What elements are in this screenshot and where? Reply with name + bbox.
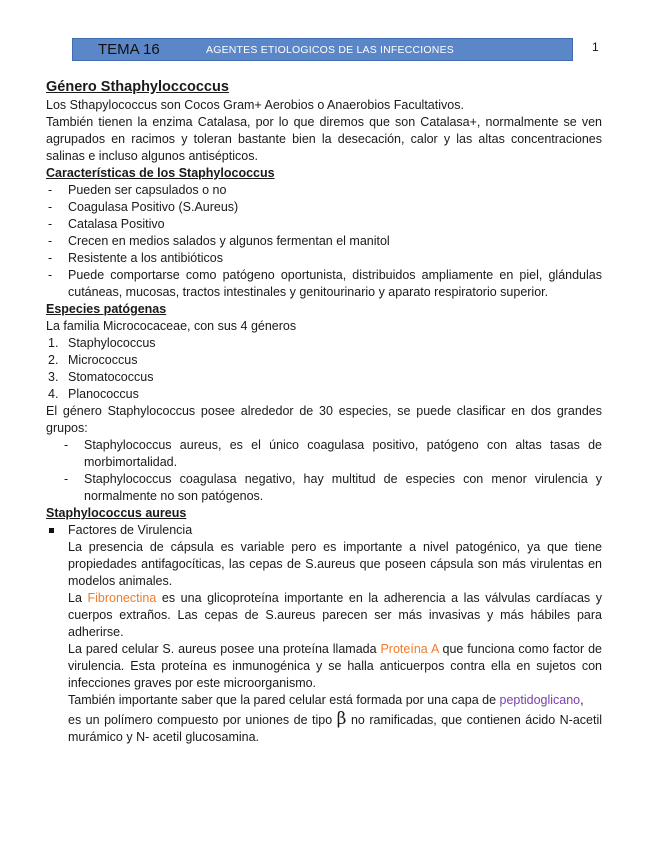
list-number: 2.: [48, 353, 59, 367]
bullet-factores: [46, 522, 602, 539]
list-item: [46, 335, 602, 352]
list-item: - Puede comportarse como patógeno oportunista, distribuidos ampliamente en piel, glándulas cutáneas, mucosas, tractos intestinales y genitourinario y aparato respiratorio superior.: [46, 267, 602, 301]
square-bullet-icon: [49, 528, 54, 533]
grupos-list: [46, 437, 602, 505]
text-run: También importante saber que la pared celular está formada por una capa de: [68, 693, 500, 707]
section-title-genero: Género Sthaphyloccoccus: [46, 79, 229, 95]
section-title-especies: Especies patógenas: [46, 302, 167, 316]
list-item: [46, 352, 602, 369]
generos-list: [46, 335, 602, 403]
list-item: - Resistente a los antibióticos: [46, 250, 602, 267]
factores-content: [46, 539, 602, 746]
list-item: - Crecen en medios salados y algunos fermentan el manitol: [46, 233, 602, 250]
beta-symbol: β: [336, 709, 347, 729]
list-item: - Staphylococcus coagulasa negativo, hay multitud de especies con menor virulencia y normalmente no son patógenos.: [62, 471, 602, 505]
list-label: Planococcus: [68, 387, 139, 401]
paragraph-fibronectina: [68, 590, 602, 641]
list-number: 3.: [48, 370, 59, 384]
list-label: Staphylococcus: [68, 336, 156, 350]
header-title: AGENTES ETIOLOGICOS DE LAS INFECCIONES: [206, 44, 454, 56]
paragraph-genero-especies: El género Staphylococcus posee alrededor de 30 especies, se puede clasificar en dos grandes grupos:: [46, 404, 602, 435]
list-item: - Pueden ser capsulados o no: [46, 182, 602, 199]
list-item: - Coagulasa Positivo (S.Aureus): [46, 199, 602, 216]
text-run: La pared celular S. aureus posee una proteína llamada: [68, 642, 381, 656]
paragraph-polimero: [68, 711, 602, 746]
list-label: Micrococcus: [68, 353, 138, 367]
paragraph-catalasa: También tienen la enzima Catalasa, por lo que diremos que son Catalasa+, normalmente se ven agrupados en racimos y toleran bastante bien la desecación, calor y las altas concentraciones salinas e incluso algunos antisépticos.: [46, 115, 602, 163]
text-run: es una glicoproteína importante en la adherencia a las válvulas cardíacas y cuerpos extraños. Las cepas de S.aureus parecen ser más invasivas y más hábiles para adherirse.: [68, 591, 602, 639]
list-number: 4.: [48, 387, 59, 401]
list-item: [46, 386, 602, 403]
list-number: 1.: [48, 336, 59, 350]
caracteristicas-list: [46, 182, 602, 301]
paragraph-familia: La familia Micrococaceae, con sus 4 géneros: [46, 319, 297, 333]
paragraph-proteina-a: [68, 641, 602, 692]
header-tema: TEMA 16: [98, 41, 160, 58]
list-item: - Staphylococcus aureus, es el único coagulasa positivo, patógeno con altas tasas de morbimortalidad.: [62, 437, 602, 471]
bullet-label: Factores de Virulencia: [68, 523, 193, 537]
term-proteina-a: Proteína A: [380, 642, 439, 656]
paragraph-intro: Los Sthapylococcus son Cocos Gram+ Aerobios o Anaerobios Facultativos.: [46, 98, 464, 112]
section-title-caracteristicas: Características de los Staphylococcus: [46, 166, 275, 180]
document-body: [46, 78, 602, 746]
text-run: ,: [580, 693, 584, 707]
term-peptidoglicano: peptidoglicano: [499, 693, 581, 707]
list-item: [46, 369, 602, 386]
section-title-aureus: Staphylococcus aureus: [46, 506, 187, 520]
list-label: Stomatococcus: [68, 370, 154, 384]
text-run: La: [68, 591, 88, 605]
paragraph-capsula: La presencia de cápsula es variable pero es importante a nivel patogénico, ya que tiene propiedades antifagocíticas, las cepas de S.aureus que poseen cápsula son más virulentas en modelos animales.: [68, 540, 602, 588]
text-run: no ramificadas, que contienen ácido N-acetil murámico y N- acetil glucosamina.: [68, 713, 603, 744]
text-run: que funciona como factor de virulencia. Esta proteína es inmunogénica y se halla anticuerpos contra ella en sujetos con infecciones graves por este microorganismo.: [68, 642, 602, 690]
paragraph-peptidoglicano: [68, 692, 602, 709]
page-number: 1: [592, 40, 599, 54]
term-fibronectina: Fibronectina: [87, 591, 157, 605]
list-item: - Catalasa Positivo: [46, 216, 602, 233]
text-run: es un polímero compuesto por uniones de tipo: [68, 713, 337, 727]
